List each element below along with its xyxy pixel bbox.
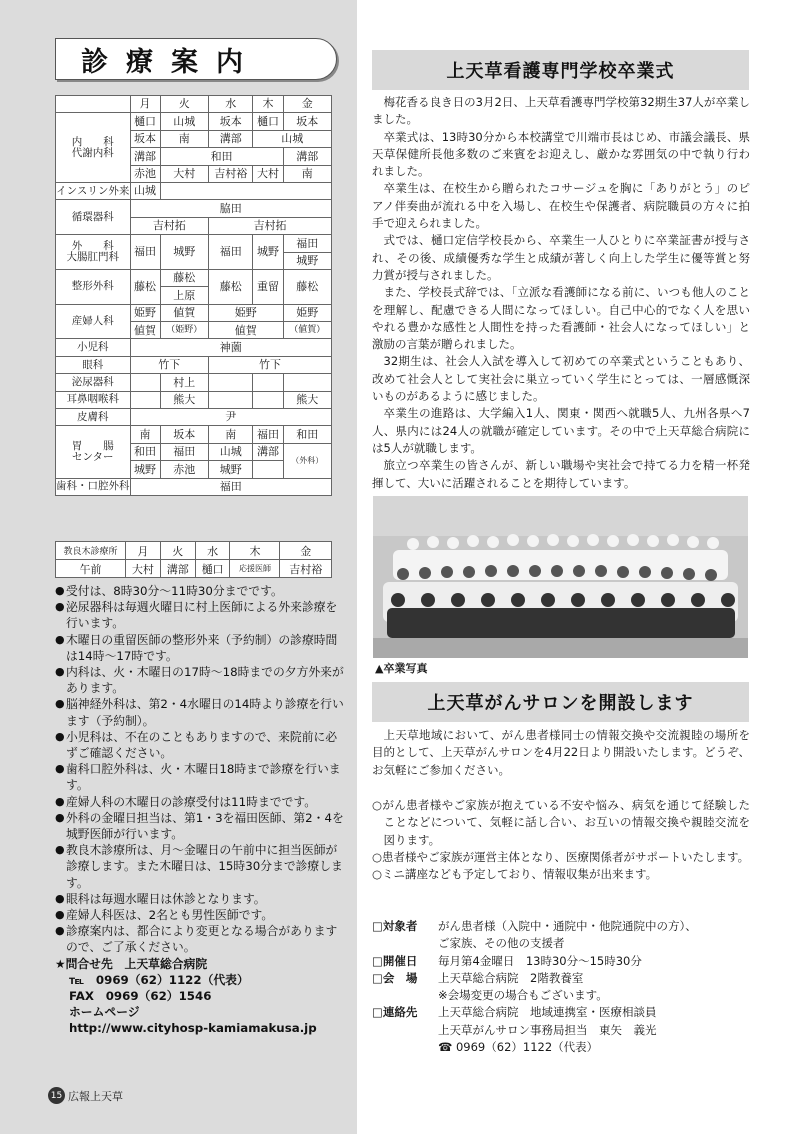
contact-title: ★問合せ先 上天草総合病院: [55, 956, 208, 971]
list-item: ● 小児科は、不在のこともありますので、来院前に必ずご確認ください。: [55, 729, 338, 761]
article2-intro: [372, 727, 750, 779]
cell: 吉村拓: [209, 217, 332, 234]
day-tue: 火: [160, 96, 208, 113]
info-label: □会 場: [372, 970, 418, 985]
table-row: [56, 374, 332, 391]
cell: 福田: [130, 478, 332, 495]
cell: 坂本: [283, 113, 331, 130]
cell: 値賀: [160, 304, 208, 321]
day-header-row: [56, 542, 332, 560]
day-tue: 火: [160, 542, 195, 560]
info-date: [372, 953, 752, 970]
cell: 姫野: [130, 304, 160, 321]
cell: 大村: [126, 560, 161, 578]
cell: 吉村裕: [209, 165, 253, 182]
cell: 赤池: [130, 165, 160, 182]
dept-junkan: 循環器科: [56, 200, 131, 235]
cell: 姫野: [283, 304, 331, 321]
clinic-notes: [55, 583, 345, 1037]
cell: 樋口: [195, 560, 230, 578]
cell: 村上: [160, 374, 208, 391]
publication-name: 広報上天草: [68, 1089, 123, 1103]
dept-insulin: インスリン外来: [56, 182, 131, 199]
paragraph: 梅花香る良き日の3月2日、上天草看護専門学校第32期生37人が卒業しました。: [372, 95, 750, 127]
dept-geka: 外 科 大腸肛門科: [56, 235, 131, 270]
paragraph: 卒業生は、在校生から贈られたコサージュを胸に「ありがとう」のピアノ伴奏曲が流れる中を入場し、在校生や保護者、病院職員の方々に拍手で迎えられました。: [372, 181, 750, 231]
cell: 値賀: [209, 322, 284, 339]
cell: 山城: [160, 113, 208, 130]
cell: 城野: [253, 235, 283, 270]
cell: [160, 182, 331, 199]
clinic-banner: [55, 38, 337, 80]
info-value: ☎ 0969（62）1122（代表）: [438, 1040, 599, 1055]
cell: [253, 391, 283, 408]
cell: 溝部: [160, 560, 195, 578]
cell: 姫野: [209, 304, 284, 321]
info-value: 上天草総合病院 2階教養室: [438, 970, 584, 985]
cell: 竹下: [130, 356, 209, 373]
table-row: [56, 304, 332, 321]
dept-shoni: 小児科: [56, 339, 131, 356]
paragraph: 旅立つ卒業生の皆さんが、新しい職場や実社会で持てる力を精一杯発揮して、大いに活躍されることを期待しています。: [372, 458, 750, 490]
cell: [209, 374, 253, 391]
contact-block: [55, 956, 345, 1037]
day-wed: 水: [195, 542, 230, 560]
cell: [209, 391, 253, 408]
list-item: ● 外科の金曜日担当は、第1・3を福田医師、第2・4を城野医師が行います。: [55, 810, 344, 842]
list-item: ● 産婦人科医は、2名とも男性医師です。: [55, 908, 274, 923]
cell: 藤松: [160, 269, 208, 286]
day-mon: 月: [126, 542, 161, 560]
list-item: ○がん患者様やご家族が抱えている不安や悩み、病気を通じて経験したことなどについて、気軽に話し合い、お互いの情報交換や親睦交流を図ります。: [372, 798, 750, 847]
cell: 福田: [160, 443, 208, 460]
cell: 城野: [160, 235, 208, 270]
page-number: 15: [48, 1087, 65, 1104]
list-item: ● 教良木診療所は、月～金曜日の午前中に担当医師が診療します。また木曜日は、15時30分まで診療します。: [55, 843, 343, 890]
paragraph: 卒業式は、13時30分から本校講堂で川端市長はじめ、市議会議長、県天草保健所長他多数のご来賓をお迎えし、厳かな雰囲気の中で執り行われました。: [372, 129, 750, 179]
clinic-schedule-table: [55, 95, 332, 496]
cell: 南: [160, 130, 208, 147]
cell: 和田: [283, 426, 331, 443]
article1-heading: 上天草看護専門学校卒業式: [372, 50, 749, 90]
table-row: [56, 339, 332, 356]
table-row: [56, 182, 332, 199]
cell: 大村: [253, 165, 283, 182]
day-header-row: [56, 96, 332, 113]
table-row: [56, 426, 332, 443]
cell: 南: [130, 426, 160, 443]
dept-seikei: 整形外科: [56, 269, 131, 304]
cell: 脇田: [130, 200, 332, 217]
cell: [130, 391, 160, 408]
cell: 坂本: [160, 426, 208, 443]
contact-fax: FAX 0969（62）1546: [69, 989, 212, 1004]
cell: 福田: [283, 235, 331, 252]
table-row: [56, 235, 332, 252]
list-item: ● 泌尿器科は毎週火曜日に村上医師による外来診療を行います。: [55, 600, 338, 631]
paragraph: 上天草地域において、がん患者様同士の情報交換や交流親睦の場所を目的として、上天草がんサロンを4月22日より開設いたします。どうぞ、お気軽にご参加ください。: [372, 728, 750, 777]
list-item: ● 脳神経外科は、第2・4水曜日の14時より診療を行います（予約制）。: [55, 697, 344, 728]
list-item: ● 内科は、火・木曜日の17時～18時までの夕方外来があります。: [55, 665, 344, 696]
info-value: 上天草がんサロン事務局担当 東矢 義光: [438, 1022, 657, 1037]
list-item: ● 木曜日の重留医師の整形外来（予約制）の診療時間は14時～17時です。: [55, 632, 338, 663]
graduation-photo: [373, 496, 748, 658]
cell: 上原: [160, 287, 208, 304]
clinic-title: 診療案内: [81, 46, 261, 78]
photo-caption: ▲卒業写真: [375, 662, 428, 675]
list-item: ● 歯科口腔外科は、火・木曜日18時まで診療を行います。: [55, 762, 341, 793]
kyora-time: 午前: [56, 560, 126, 578]
dept-naika: 内 科 代謝内科: [56, 113, 131, 183]
day-wed: 水: [209, 96, 253, 113]
table-row: [56, 200, 332, 217]
cell: 溝部: [283, 148, 331, 165]
info-value: ※会場変更の場合もございます。: [438, 988, 608, 1003]
page-footer: [48, 1087, 123, 1104]
cell: 藤松: [283, 269, 331, 304]
right-column: [357, 0, 800, 1134]
dept-hinyo: 泌尿器科: [56, 374, 131, 391]
article2-heading: 上天草がんサロンを開設します: [372, 682, 749, 722]
cell: 山城: [209, 443, 253, 460]
cell: 城野: [283, 252, 331, 269]
salon-info: [372, 918, 752, 1056]
day-fri: 金: [283, 96, 331, 113]
kyora-label: 教良木診療所: [56, 542, 126, 560]
info-target: [372, 918, 752, 953]
cell: 藤松: [130, 269, 160, 304]
cell: 尹: [130, 409, 332, 426]
table-row: [56, 478, 332, 495]
cell: [253, 374, 283, 391]
cell: 竹下: [209, 356, 332, 373]
cell: 城野: [209, 461, 253, 478]
day-thu: 木: [253, 96, 283, 113]
info-contact: [372, 1004, 752, 1056]
cell: 南: [209, 426, 253, 443]
cell: 樋口: [253, 113, 283, 130]
cell: 熊大: [160, 391, 208, 408]
cell: [283, 374, 331, 391]
dept-ganka: 眼科: [56, 356, 131, 373]
day-mon: 月: [130, 96, 160, 113]
cell: 赤池: [160, 461, 208, 478]
list-item: ● 眼科は毎週水曜日は休診となります。: [55, 891, 266, 906]
list-item: ● 産婦人科の木曜日の診療受付は11時までです。: [55, 794, 317, 809]
cell: 坂本: [209, 113, 253, 130]
cell: （姫野）: [160, 322, 208, 339]
contact-url-link[interactable]: http://www.cityhosp-kamiamakusa.jp: [69, 1021, 317, 1036]
graduation-photo-illustration: [373, 496, 748, 658]
paragraph: 卒業生の進路は、大学編入1人、関東・関西へ就職5人、九州各県へ7人、県内には24人の就職が確定しています。その中で上天草総合病院には5人が就職します。: [372, 406, 750, 455]
paragraph: 32期生は、社会人入試を導入して初めての卒業式ということもあり、改めて社会人として実社会に巣立っていく学生にとっては、一層感慨深いものがあるように感じました。: [372, 354, 750, 404]
cell: 福田: [253, 426, 283, 443]
list-item: ○ミニ講座なども予定しており、情報収集が出来ます。: [372, 867, 658, 882]
cell: 神薗: [130, 339, 332, 356]
table-row: [56, 269, 332, 286]
cell: （値賀）: [283, 322, 331, 339]
dept-sanfu: 産婦人科: [56, 304, 131, 339]
cell: 熊大: [283, 391, 331, 408]
cell: （外科）: [283, 443, 331, 478]
list-item: ● 受付は、8時30分～11時30分までです。: [55, 584, 283, 598]
day-fri: 金: [280, 542, 332, 560]
info-value: 毎月第4金曜日 13時30分～15時30分: [438, 953, 642, 968]
cell: 福田: [130, 235, 160, 270]
cell: 樋口: [130, 113, 160, 130]
dept-hifu: 皮膚科: [56, 409, 131, 426]
info-value: 上天草総合病院 地域連携室・医療相談員: [438, 1005, 657, 1020]
info-label: □対象者: [372, 919, 418, 933]
cell: 藤松: [209, 269, 253, 304]
list-item: ○患者様やご家族が運営主体となり、医療関係者がサポートいたします。: [372, 849, 750, 864]
cell: 吉村拓: [130, 217, 209, 234]
cell: 南: [283, 165, 331, 182]
dept-jibi: 耳鼻咽喉科: [56, 391, 131, 408]
cell: 溝部: [130, 148, 160, 165]
cell: 和田: [160, 148, 283, 165]
dept-shika: 歯科・口腔外科: [56, 478, 131, 495]
info-value: ご家族、その他の支援者: [438, 936, 565, 951]
table-row: [56, 113, 332, 130]
cell: 吉村裕: [280, 560, 332, 578]
paragraph: 式では、樋口定信学校長から、卒業生一人ひとりに卒業証書が授与され、その後、成績優秀な学生と成績が著しく向上した学生に優等賞と努力賞が授与されました。: [372, 233, 750, 282]
cell: [130, 374, 160, 391]
info-label: □連絡先: [372, 1005, 418, 1020]
contact-hp-label: ホームページ: [69, 1005, 140, 1020]
article1-body: [372, 94, 750, 492]
cell: 山城: [130, 182, 160, 199]
cell: 福田: [209, 235, 253, 270]
cell: 和田: [130, 443, 160, 460]
table-row: [56, 409, 332, 426]
paragraph: また、学校長式辞では、「立派な看護師になる前に、いつも他人のことを理解し、配慮できる人間になってほしい。自己中心的でなく人を思いやれる豊かな感性と人間性を持った看護師・社会人になってほしい」と激励の言葉が贈られました。: [372, 285, 750, 352]
cell: 重留: [253, 269, 283, 304]
left-column: [0, 0, 357, 1134]
kyora-schedule-table: [55, 541, 332, 578]
cell: 坂本: [130, 130, 160, 147]
table-row: [56, 391, 332, 408]
info-value: がん患者様（入院中・通院中・他院通院中の方）、: [438, 919, 697, 933]
cell: 溝部: [253, 443, 283, 460]
cell: 山城: [253, 130, 332, 147]
table-row: [56, 356, 332, 373]
info-label: □開催日: [372, 953, 418, 968]
contact-tel: ℡ 0969（62）1122（代表）: [69, 972, 249, 987]
cell: 溝部: [209, 130, 253, 147]
table-row: [56, 560, 332, 578]
cell: 城野: [130, 461, 160, 478]
dept-ichou: 胃 腸 センター: [56, 426, 131, 478]
cell: 応援医師: [230, 560, 280, 578]
article2-list: [372, 797, 750, 883]
cell: [253, 461, 283, 478]
day-thu: 木: [230, 542, 280, 560]
info-venue: [372, 970, 752, 1005]
cell: 値賀: [130, 322, 160, 339]
list-item: ● 診療案内は、都合により変更となる場合がありますので、ご了承ください。: [55, 924, 338, 955]
cell: 大村: [160, 165, 208, 182]
